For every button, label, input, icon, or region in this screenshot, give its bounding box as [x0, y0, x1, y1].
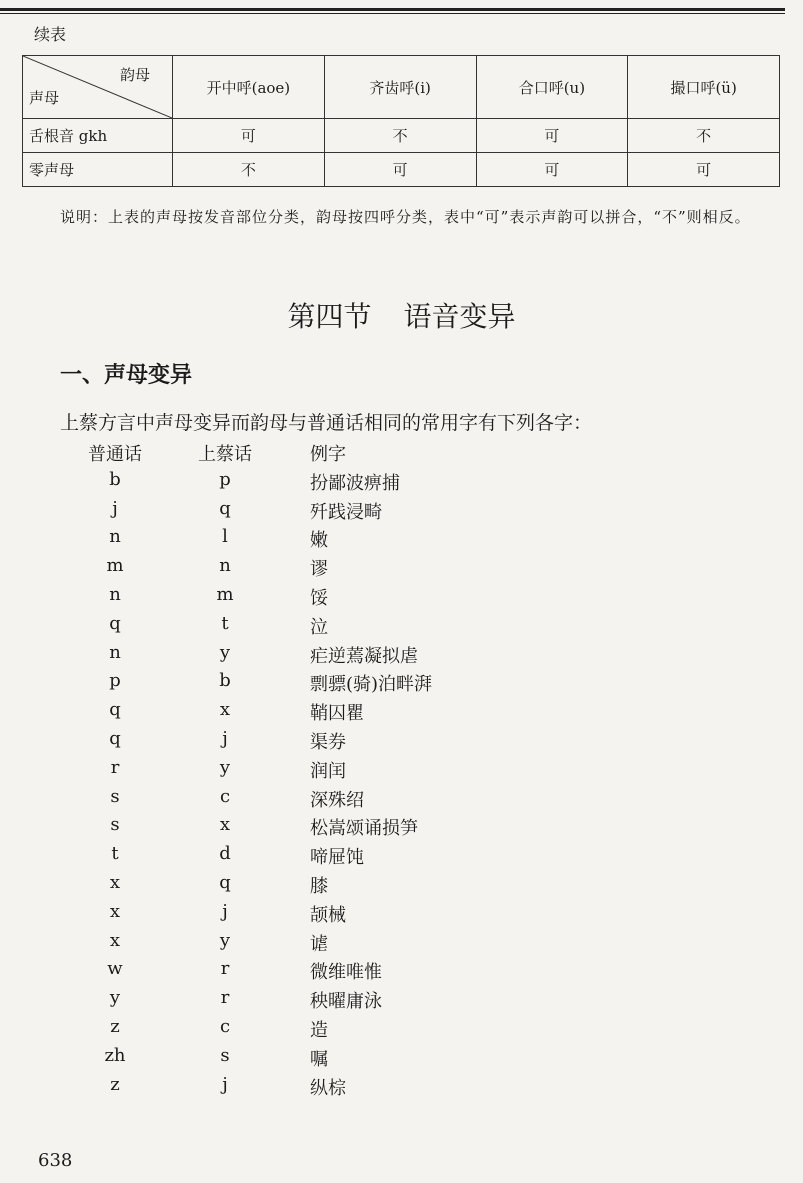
example-chars: 造 [310, 1020, 328, 1041]
list-item [0, 469, 803, 498]
example-chars: 渠券 [310, 732, 346, 753]
list-header-putonghua: 普通话 [88, 444, 142, 465]
table-row [23, 119, 780, 153]
example-chars: 松嵩颂诵损笋 [310, 818, 418, 840]
putonghua-initial: p [109, 670, 121, 692]
list-item [0, 757, 803, 786]
putonghua-initial: q [109, 699, 121, 721]
example-chars: 歼践浸畸 [310, 501, 382, 523]
shangcai-initial: n [219, 555, 231, 577]
putonghua-initial: x [109, 929, 121, 951]
list-item [0, 786, 803, 815]
example-chars: 嘱 [310, 1048, 328, 1070]
example-chars: 剽骠(骑)泊畔湃 [310, 674, 433, 696]
example-chars: 谬 [310, 559, 328, 581]
table-cell: 不 [173, 153, 325, 187]
example-chars: 颉械 [310, 904, 346, 926]
list-item [0, 843, 803, 872]
putonghua-initial: t [111, 843, 119, 865]
list-item [0, 1016, 803, 1045]
list-item [0, 1045, 803, 1074]
section-number: 第四节 [287, 300, 372, 333]
table-note-text: 说明：上表的声母按发音部位分类，韵母按四呼分类，表中“可”表示声韵可以拼合，“不”则相反。 [60, 208, 751, 226]
table-cell: 可 [628, 153, 780, 187]
table-cell: 可 [173, 119, 325, 153]
example-chars: 膝 [310, 876, 328, 897]
putonghua-initial: n [109, 526, 121, 548]
list-item [0, 872, 803, 901]
example-chars: 谑 [310, 933, 328, 955]
table-cell: 不 [324, 119, 476, 153]
putonghua-initial: q [109, 728, 121, 749]
shangcai-initial: j [222, 1073, 228, 1095]
list-item [0, 901, 803, 930]
example-chars: 啼屉饨 [310, 847, 364, 869]
list-item [0, 498, 803, 527]
putonghua-initial: y [109, 987, 121, 1009]
section-name: 语音变异 [403, 300, 516, 333]
shangcai-initial: l [222, 526, 228, 548]
example-chars: 纵棕 [310, 1077, 346, 1099]
list-header [0, 440, 803, 469]
top-rule [0, 8, 785, 11]
shangcai-initial: p [219, 468, 231, 490]
list-item [0, 584, 803, 613]
list-item [0, 555, 803, 584]
column-header: 开中呼(aoe) [173, 56, 325, 119]
list-item [0, 814, 803, 843]
putonghua-initial: n [109, 584, 121, 605]
corner-top-label: 韵母 [119, 66, 150, 84]
putonghua-initial: w [107, 958, 123, 980]
shangcai-initial: t [221, 612, 229, 634]
list-item [0, 728, 803, 757]
list-item [0, 987, 803, 1016]
shangcai-initial: q [219, 872, 231, 893]
page-number: 638 [38, 1150, 73, 1171]
putonghua-initial: n [109, 641, 121, 663]
example-chars: 润闰 [310, 760, 346, 782]
list-item [0, 930, 803, 959]
shangcai-initial: b [219, 670, 231, 692]
example-chars: 扮鄙波痹捕 [310, 472, 400, 494]
shangcai-initial: j [222, 900, 228, 922]
row-header: 零声母 [23, 153, 173, 187]
shangcai-initial: s [220, 1044, 230, 1066]
example-chars: 泣 [310, 616, 328, 638]
table-note [20, 203, 785, 231]
putonghua-initial: zh [104, 1044, 126, 1066]
table-corner-cell [23, 56, 173, 119]
shangcai-initial: y [219, 756, 231, 778]
shangcai-initial: m [216, 584, 234, 605]
list-item [0, 1074, 803, 1103]
putonghua-initial: b [109, 468, 121, 490]
row-header: 舌根音 gkh [23, 119, 173, 153]
putonghua-initial: z [110, 1016, 120, 1037]
list-item [0, 613, 803, 642]
list-item [0, 526, 803, 555]
shangcai-initial: x [219, 699, 231, 721]
putonghua-initial: j [112, 497, 118, 519]
example-chars: 鞘囚瞿 [310, 703, 364, 725]
intro-paragraph: 上蔡方言中声母变异而韵母与普通话相同的常用字有下列各字： [60, 412, 593, 434]
shangcai-initial: r [220, 987, 230, 1009]
example-chars: 疟逆蔫凝拟虐 [310, 645, 418, 667]
shangcai-initial: c [219, 785, 231, 807]
table-cell: 不 [628, 119, 780, 153]
putonghua-initial: q [109, 612, 121, 634]
shangcai-initial: j [222, 728, 228, 749]
top-rule-thin [0, 13, 785, 14]
list-header-shangcai: 上蔡话 [198, 444, 252, 465]
initials-finals-table [22, 55, 780, 187]
shangcai-initial: y [219, 929, 231, 951]
example-chars: 馁 [310, 588, 328, 609]
putonghua-initial: r [110, 756, 120, 778]
column-header: 齐齿呼(i) [324, 56, 476, 119]
example-chars: 微维唯惟 [310, 962, 382, 984]
table-cell: 可 [324, 153, 476, 187]
shangcai-initial: d [219, 843, 231, 865]
example-chars: 嫩 [310, 530, 328, 552]
shangcai-initial: x [219, 814, 231, 836]
table-cell: 可 [476, 119, 628, 153]
list-item [0, 958, 803, 987]
table-cell: 可 [476, 153, 628, 187]
putonghua-initial: x [109, 900, 121, 922]
putonghua-initial: s [110, 814, 120, 836]
column-header: 合口呼(u) [476, 56, 628, 119]
list-item [0, 642, 803, 671]
shangcai-initial: r [220, 958, 230, 980]
shangcai-initial: y [219, 641, 231, 663]
continued-label: 续表 [34, 25, 67, 44]
putonghua-initial: m [106, 555, 124, 577]
table-header-row [23, 56, 780, 119]
table-row [23, 153, 780, 187]
list-item [0, 699, 803, 728]
column-header: 撮口呼(ü) [628, 56, 780, 119]
putonghua-initial: s [110, 785, 120, 807]
list-item [0, 670, 803, 699]
example-chars: 秧曜庸泳 [310, 991, 382, 1013]
corner-bottom-label: 声母 [29, 89, 60, 107]
putonghua-initial: x [109, 872, 121, 893]
shangcai-initial: c [219, 1016, 231, 1037]
example-chars: 深殊绍 [310, 789, 364, 811]
list-header-examples: 例字 [310, 444, 346, 465]
shangcai-initial: q [219, 497, 231, 519]
putonghua-initial: z [110, 1073, 120, 1095]
section-title [0, 295, 803, 335]
subsection-heading: 一、声母变异 [60, 363, 193, 388]
